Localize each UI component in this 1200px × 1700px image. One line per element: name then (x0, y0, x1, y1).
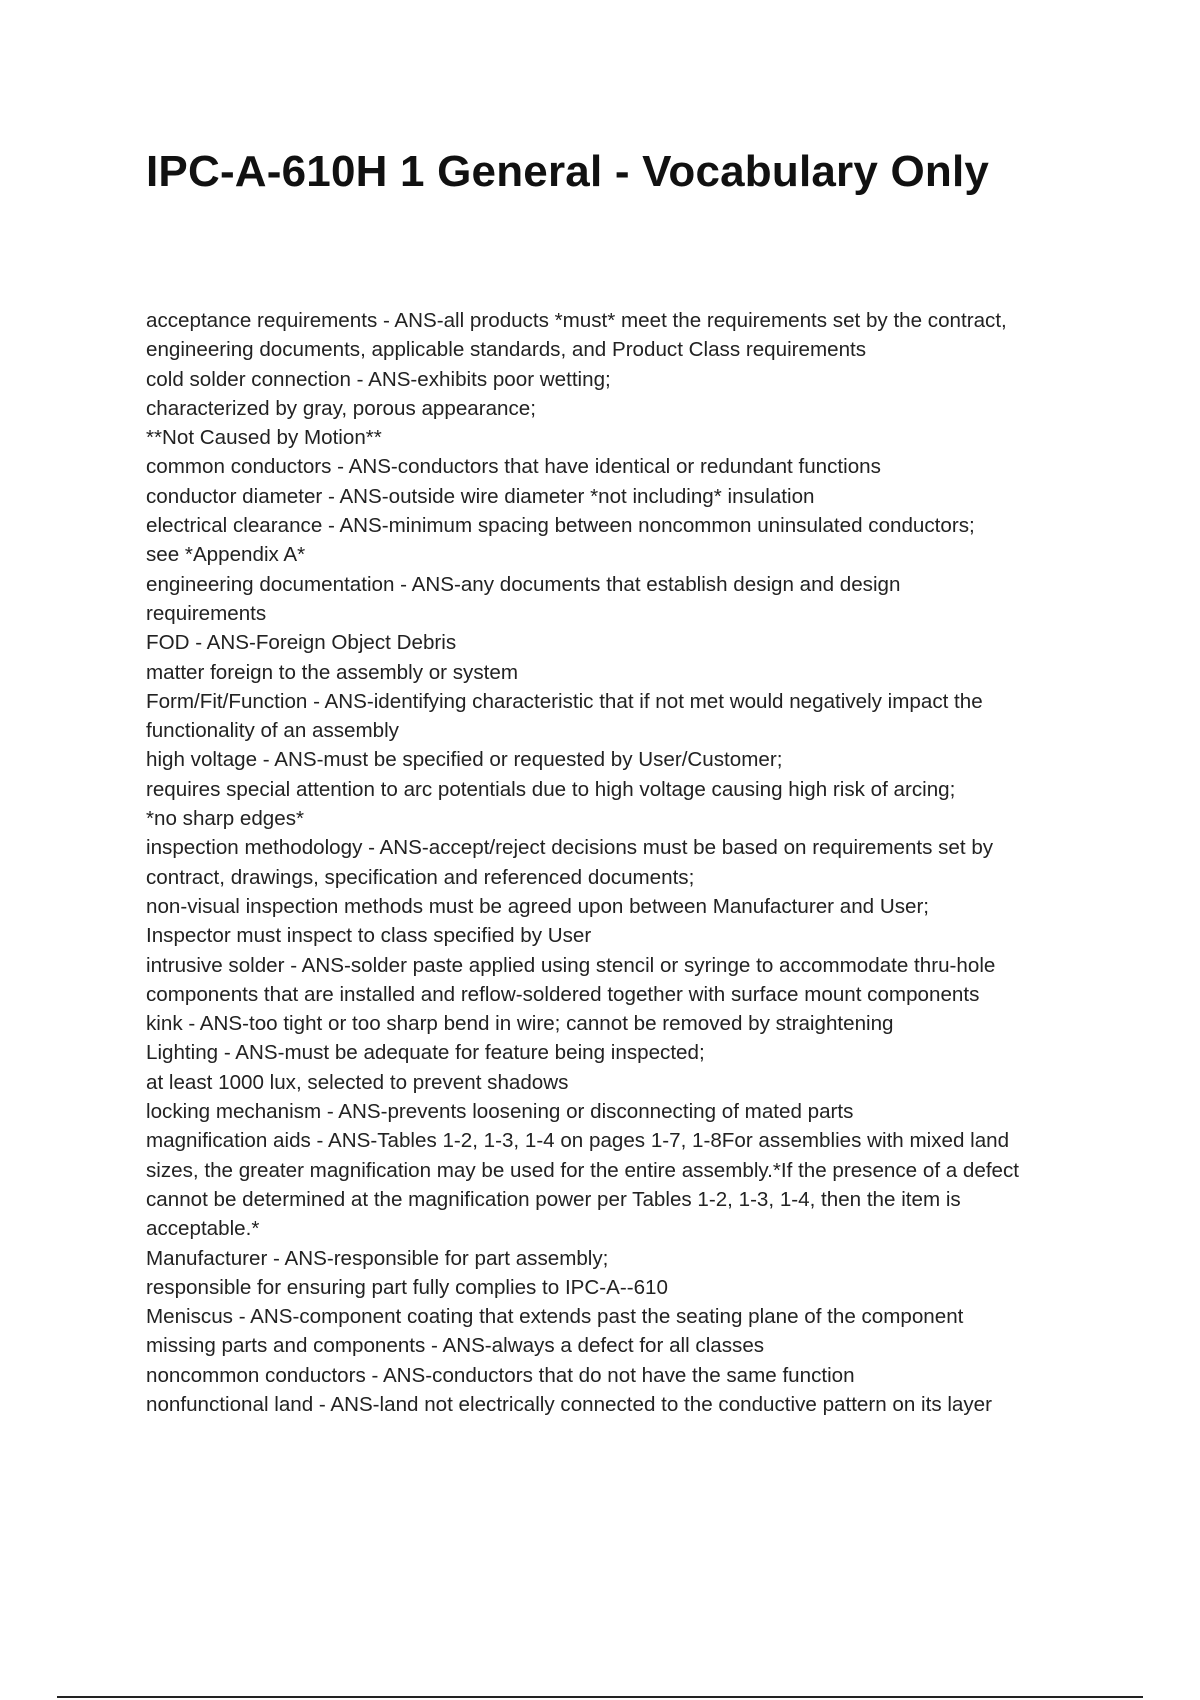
text-line: sizes, the greater magnification may be used for the entire assembly.*If the presence of a defect (146, 1158, 1020, 1182)
text-line: Lighting - ANS-must be adequate for feature being inspected; (146, 1041, 705, 1065)
text-line: cannot be determined at the magnification power per Tables 1-2, 1-3, 1-4, then the item is (146, 1187, 961, 1211)
text-line: engineering documentation - ANS-any documents that establish design and design (146, 572, 901, 596)
text-line: intrusive solder - ANS-solder paste applied using stencil or syringe to accommodate thru-hole (146, 953, 996, 977)
text-line: *no sharp edges* (146, 807, 305, 831)
text-line: locking mechanism - ANS-prevents loosening or disconnecting of mated parts (146, 1100, 854, 1124)
text-line: magnification aids - ANS-Tables 1-2, 1-3, 1-4 on pages 1-7, 1-8For assemblies with mixed land (146, 1129, 1010, 1153)
text-line: requirements (146, 601, 267, 625)
footer-divider (57, 1696, 1143, 1698)
text-line: Inspector must inspect to class specified by User (146, 924, 592, 948)
text-line: see *Appendix A* (146, 543, 306, 567)
text-line: characterized by gray, porous appearance; (146, 396, 536, 420)
text-line: non-visual inspection methods must be agreed upon between Manufacturer and User; (146, 894, 930, 918)
text-line: matter foreign to the assembly or system (146, 660, 518, 684)
text-line: cold solder connection - ANS-exhibits poor wetting; (146, 367, 611, 391)
text-line: high voltage - ANS-must be specified or requested by User/Customer; (146, 748, 783, 772)
text-line: Meniscus - ANS-component coating that extends past the seating plane of the component (146, 1305, 964, 1329)
text-line: conductor diameter - ANS-outside wire diameter *not including* insulation (146, 484, 815, 508)
text-line: nonfunctional land - ANS-land not electrically connected to the conductive pattern on its layer (146, 1392, 992, 1416)
text-line: Form/Fit/Function - ANS-identifying characteristic that if not met would negatively impact the (146, 689, 983, 713)
text-line: Manufacturer - ANS-responsible for part assembly; (146, 1246, 609, 1270)
page-title: IPC-A-610H 1 General - Vocabulary Only (146, 147, 990, 196)
text-line: common conductors - ANS-conductors that have identical or redundant functions (146, 455, 881, 479)
text-line: inspection methodology - ANS-accept/reject decisions must be based on requirements set by (146, 836, 994, 860)
text-line: **Not Caused by Motion** (146, 426, 382, 450)
text-line: electrical clearance - ANS-minimum spacing between noncommon uninsulated conductors; (146, 514, 975, 538)
vocabulary-list (146, 306, 1096, 1419)
text-line: requires special attention to arc potentials due to high voltage causing high risk of arcing; (146, 777, 956, 801)
text-line: engineering documents, applicable standards, and Product Class requirements (146, 338, 867, 362)
text-line: noncommon conductors - ANS-conductors that do not have the same function (146, 1363, 855, 1387)
text-line: kink - ANS-too tight or too sharp bend in wire; cannot be removed by straightening (146, 1012, 894, 1036)
text-line: functionality of an assembly (146, 719, 399, 743)
text-line: missing parts and components - ANS-always a defect for all classes (146, 1334, 765, 1358)
text-line: at least 1000 lux, selected to prevent shadows (146, 1070, 569, 1094)
text-line: FOD - ANS-Foreign Object Debris (146, 631, 457, 655)
text-line: responsible for ensuring part fully complies to IPC-A--610 (146, 1275, 668, 1299)
text-line: acceptance requirements - ANS-all products *must* meet the requirements set by the contract, (146, 309, 1007, 332)
text-line: contract, drawings, specification and referenced documents; (146, 865, 695, 889)
text-line: components that are installed and reflow-soldered together with surface mount components (146, 982, 980, 1006)
text-line: acceptable.* (146, 1217, 260, 1241)
